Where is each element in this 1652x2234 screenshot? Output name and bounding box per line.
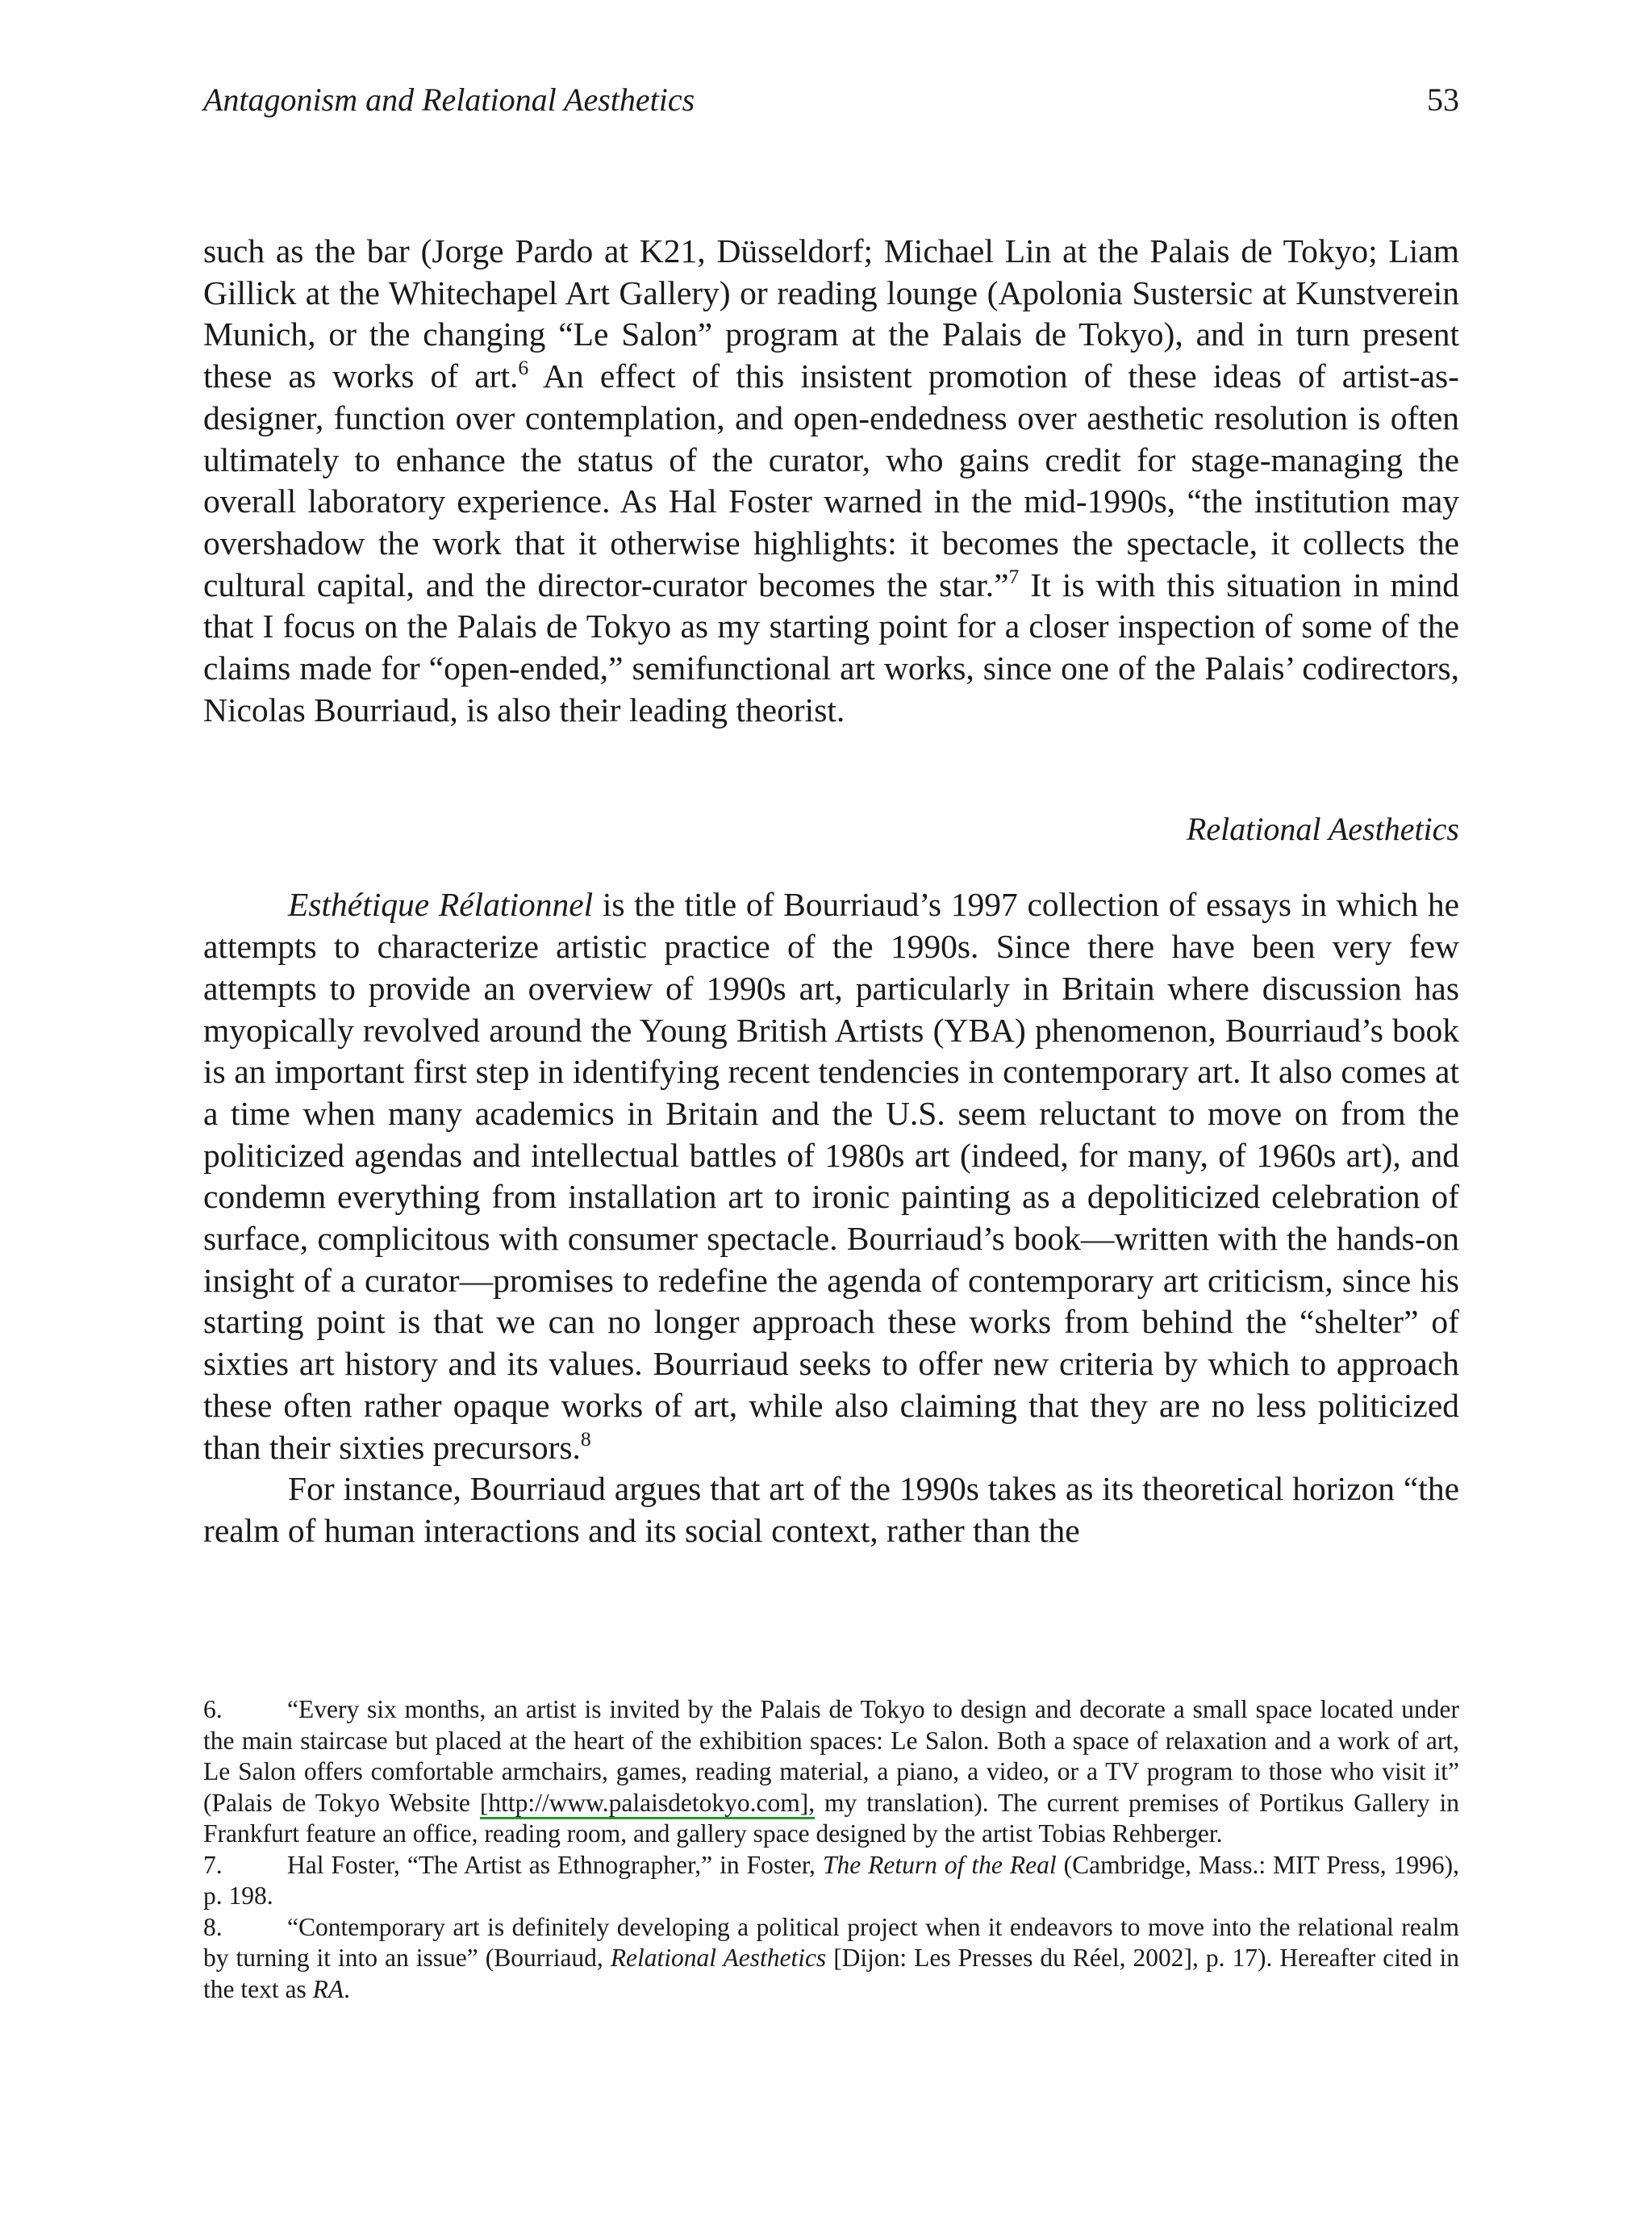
footnote-8-text-a: “Contemporary art is definitely developing a political project when it endeavors to move into the relational realm by turning it into an issue” (Bourriaud, [203, 1912, 1459, 1972]
footnote-6-number: 6. [203, 1695, 223, 1723]
palais-de-tokyo-link[interactable]: [http://www.palaisdetokyo.com], [480, 1789, 815, 1819]
footnote-7-italic: The Return of the Real [822, 1850, 1057, 1879]
footnote-8-text-c: . [344, 1974, 350, 2003]
footnote-ref-8: 8 [580, 1426, 591, 1451]
paragraph-3-text: For instance, Bourriaud argues that art of the 1990s takes as its theoretical horizon “the realm of human interactions and its social context, rather than the [203, 1470, 1459, 1549]
footnote-ref-7: 7 [1008, 564, 1020, 588]
footnote-8-italic-2: RA [312, 1974, 344, 2003]
footnote-7-text-b: (Cambridge, Mass.: MIT Press, 1996), p. 198. [203, 1850, 1459, 1910]
paragraph-1-text-a: such as the bar (Jorge Pardo at K21, Düsseldorf; Michael Lin at the Palais de Tokyo; Liam Gillick at the Whitechapel Art Gallery) or reading lounge (Apolonia Sustersic at Kunstverein Munich, or the changing “Le Salon” program at the Palais de Tokyo), and in turn present these as works of art. [203, 232, 1459, 395]
footnote-6-text-b: my translation). The current premises of Portikus Gallery in Frankfurt feature an office, reading room, and gallery space designed by the artist Tobias Rehberger. [203, 1788, 1459, 1848]
footnote-7 [203, 1850, 1459, 1912]
footnote-6 [203, 1694, 1459, 1850]
paragraph-2-text: is the title of Bourriaud’s 1997 collection of essays in which he attempts to characterize artistic practice of the 1990s. Since there have been very few attempts to provide an overview of 1990s art, particularly in Britain where discussion has myopically revolved around the Young British Artists (YBA) phenomenon, Bourriaud’s book is an important first step in identifying recent tendencies in contemporary art. It also comes at a time when many academics in Britain and the U.S. seem reluctant to move on from the politicized agendas and intellectual battles of 1980s art (indeed, for many, of 1960s art), and condemn everything from installation art to ironic painting as a depoliticized celebration of surface, complicitous with consumer spectacle. Bourriaud’s book—written with the hands-on insight of a curator—promises to redefine the agenda of contemporary art criticism, since his starting point is that we can no longer approach these works from behind the “shelter” of sixties art history and its values. Bourriaud seeks to offer new criteria by which to approach these often rather opaque works of art, while also claiming that they are no less politicized than their sixties precursors. [203, 886, 1459, 1466]
footnote-ref-6: 6 [518, 356, 529, 380]
paragraph-3 [203, 1468, 1459, 1551]
footnote-8-italic: Relational Aesthetics [610, 1944, 827, 1972]
section-heading: Relational Aesthetics [1186, 811, 1459, 848]
footnote-7-text-a: Hal Foster, “The Artist as Ethnographer,” in Foster, [287, 1850, 823, 1879]
running-head [203, 81, 1459, 119]
footnote-8-number: 8. [203, 1912, 223, 1941]
footnote-8-text-b: [Dijon: Les Presses du Réel, 2002], p. 17). Hereafter cited in the text as [203, 1944, 1459, 2003]
paragraph-2 [203, 884, 1459, 1468]
paragraph-1 [203, 231, 1459, 731]
paragraph-1-text-b: An effect of this insistent promotion of these ideas of artist-as-designer, function over contemplation, and open-endedness over aesthetic resolution is often ultimately to enhance the status of the curator, who gains credit for stage-managing the overall laboratory experience. As Hal Foster warned in the mid-1990s, “the institution may overshadow the work that it otherwise highlights: it becomes the spectacle, it collects the cultural capital, and the director-curator becomes the star.” [203, 357, 1459, 603]
body-text [203, 231, 1459, 1552]
footnotes [203, 1694, 1459, 2005]
paragraph-2-italic-title: Esthétique Rélationnel [288, 886, 594, 924]
footnote-7-number: 7. [203, 1850, 223, 1879]
paragraph-1-text-c: It is with this situation in mind that I focus on the Palais de Tokyo as my starting point for a closer inspection of some of the claims made for “open-ended,” semifunctional art works, since one of the Palais’ codirectors, Nicolas Bourriaud, is also their leading theorist. [203, 566, 1459, 729]
page-number: 53 [1427, 81, 1459, 118]
running-title: Antagonism and Relational Aesthetics [203, 81, 695, 118]
footnote-8 [203, 1912, 1459, 2006]
footnote-6-text-a: “Every six months, an artist is invited by the Palais de Tokyo to design and decorate a small space located under the main staircase but placed at the heart of the exhibition spaces: Le Salon. Both a space of relaxation and a work of art, Le Salon offers comfortable armchairs, games, reading material, a piano, a video, or a TV program to those who visit it” (Palais de Tokyo Website [203, 1695, 1459, 1817]
